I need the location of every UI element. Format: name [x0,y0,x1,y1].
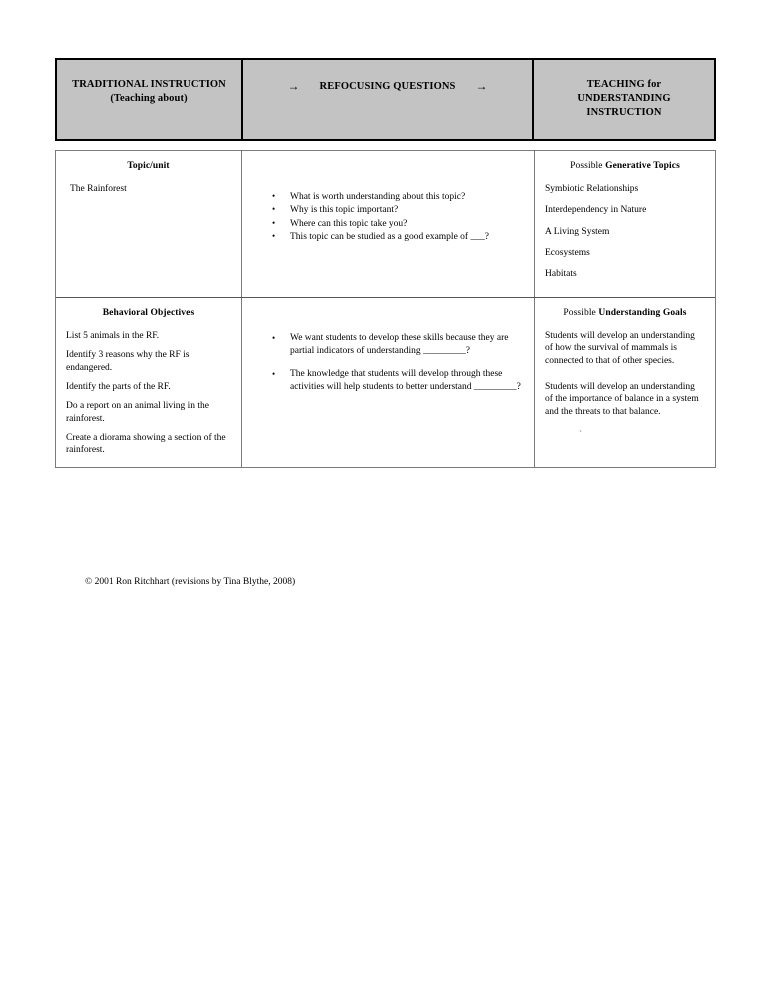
refocusing-questions-list-topic [252,191,524,243]
content-table [55,150,716,468]
list-item: List 5 animals in the RF. [66,331,160,341]
cell-generative-topics [535,151,715,297]
list-item: Identify the parts of the RF. [66,382,171,393]
topic-unit-value: The Rainforest [70,184,127,194]
cell-title-generative-topics-bold: Generative Topics [605,161,680,171]
list-item: • What is worth understanding about this topic? [252,191,524,203]
header-teaching-line3: INSTRUCTION [586,106,662,118]
arrow-right-icon-right: → [475,78,488,93]
list-item: • This topic can be studied as a good example of ___? [252,231,524,243]
list-item: • Why is this topic important? [252,204,524,216]
list-item: • Where can this topic take you? [252,218,524,230]
generative-topics-list [545,183,705,281]
header-teaching-for-understanding-text [577,78,670,120]
list-item: • The knowledge that students will develop through these activities will help students to better understand _________? [252,368,524,394]
cell-refocusing-questions-objectives [242,298,535,467]
list-item: Ecosystems [545,248,590,259]
header-traditional-instruction-text [72,78,226,106]
list-item: Interdependency in Nature [545,205,647,216]
cell-title-topic-unit: Topic/unit [127,161,170,171]
header-teaching-line2: UNDERSTANDING [577,92,671,104]
list-item: • We want students to develop these skills because they are partial indicators of understanding _________? [252,332,524,358]
table-row-topic [56,151,715,297]
cell-topic-unit [56,151,242,297]
cell-title-understanding-goals-bold: Understanding Goals [598,308,687,318]
cell-understanding-goals [535,298,715,467]
list-item: Identify 3 reasons why the RF is endangered. [66,350,190,373]
header-band [55,58,716,141]
cell-title-understanding-goals [545,308,705,318]
stray-mark: ` [579,429,582,440]
cell-title-generative-topics-regular: Possible [570,161,606,171]
cell-behavioral-objectives [56,298,242,467]
copyright-footer: © 2001 Ron Ritchhart (revisions by Tina Blythe, 2008) [85,577,296,587]
understanding-goal-paragraph-1: Students will develop an understanding of how the survival of mammals is connected to that of other species. [545,331,695,366]
cell-title-generative-topics [545,161,705,171]
header-refocusing-questions-text [287,80,487,94]
table-row-objectives [56,297,715,467]
header-cell-teaching-for-understanding [534,60,714,139]
behavioral-objectives-list [66,330,231,457]
header-traditional-instruction-line1: TRADITIONAL INSTRUCTION [72,79,226,90]
understanding-goal-paragraph-2: Students will develop an understanding of the importance of balance in a system and the threats to that balance. [545,382,699,417]
header-traditional-instruction-line2: (Teaching about) [110,92,188,104]
list-item: Create a diorama showing a section of the rainforest. [66,433,226,456]
list-item: Habitats [545,269,577,280]
cell-refocusing-questions-topic [242,151,535,297]
cell-title-understanding-goals-regular: Possible [563,308,599,318]
arrow-right-icon-left: → [287,78,300,93]
header-cell-traditional-instruction [57,60,243,139]
list-item: Symbiotic Relationships [545,184,639,194]
header-cell-refocusing-questions [243,60,534,139]
cell-title-behavioral-objectives: Behavioral Objectives [102,308,195,318]
list-item: A Living System [545,226,610,237]
list-item: Do a report on an animal living in the rainforest. [66,401,209,424]
refocusing-questions-list-objectives [252,332,524,394]
header-refocusing-questions-label: REFOCUSING QUESTIONS [319,81,456,92]
header-teaching-line1: TEACHING for [586,79,662,90]
